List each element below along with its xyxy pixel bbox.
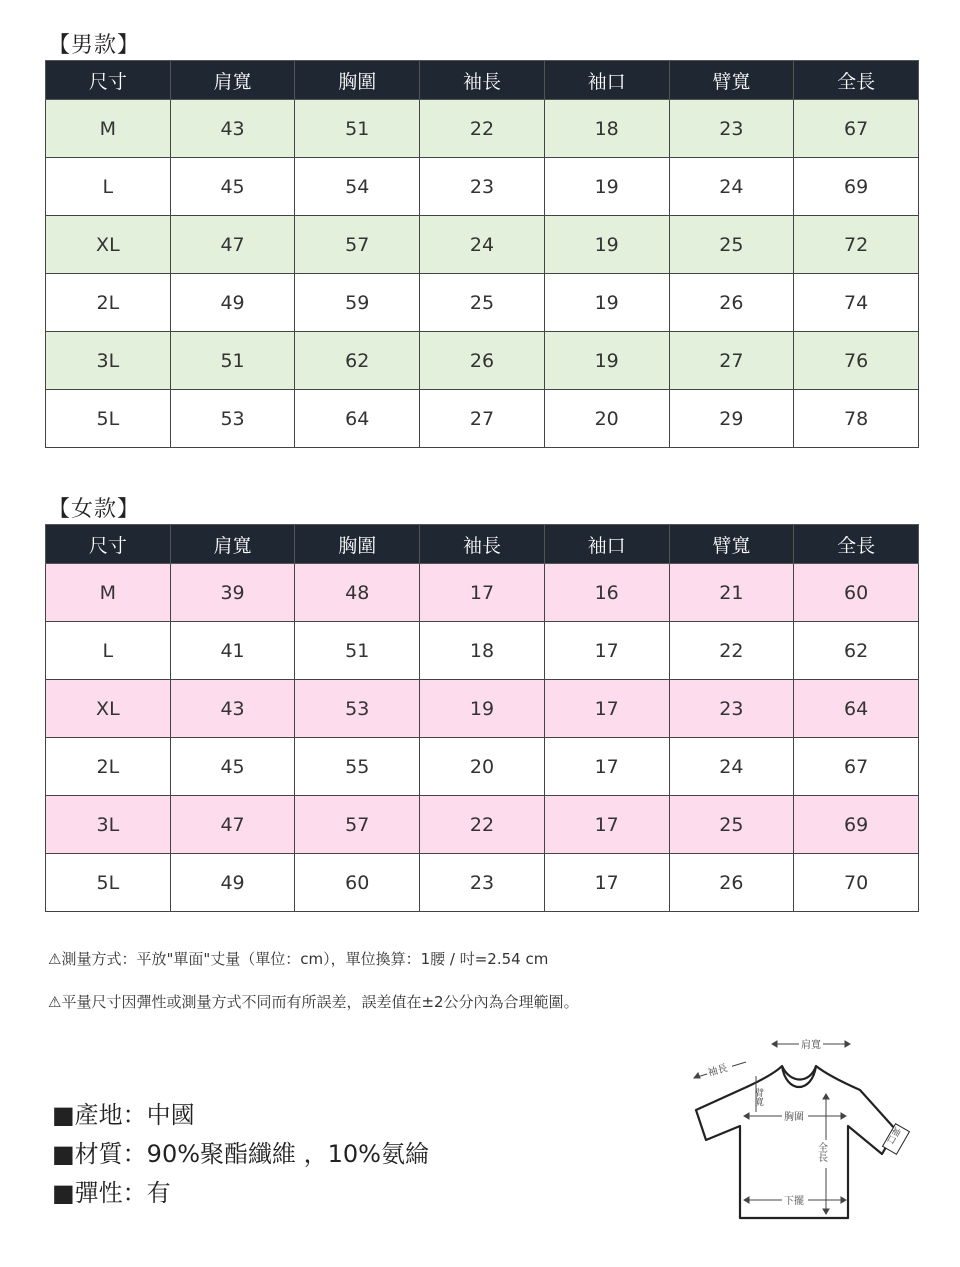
women-header-cell: 臂寬 xyxy=(669,525,794,564)
measurement-cell: 74 xyxy=(794,274,919,332)
measurement-cell: 19 xyxy=(544,274,669,332)
measurement-cell: 49 xyxy=(170,854,295,912)
measurement-cell: 17 xyxy=(544,854,669,912)
table-row xyxy=(46,854,919,912)
size-cell: XL xyxy=(46,216,171,274)
table-row xyxy=(46,738,919,796)
men-section-title: 【男款】 xyxy=(48,33,141,58)
measurement-cell: 43 xyxy=(170,680,295,738)
measurement-cell: 23 xyxy=(669,680,794,738)
measurement-cell: 53 xyxy=(170,390,295,448)
men-header-cell: 袖長 xyxy=(420,61,545,100)
measurement-cell: 17 xyxy=(544,738,669,796)
spec-material: ■材質：90%聚酯纖維 ，10%氨綸 xyxy=(52,1140,429,1168)
measurement-cell: 64 xyxy=(794,680,919,738)
size-cell: 2L xyxy=(46,274,171,332)
spec-elasticity: ■彈性：有 xyxy=(52,1179,171,1207)
measurement-method-note: ⚠測量方式：平放"單面"丈量（單位：cm），單位換算：1腰 / 吋=2.54 cm xyxy=(48,950,549,968)
measurement-cell: 16 xyxy=(544,564,669,622)
size-cell: 5L xyxy=(46,854,171,912)
measurement-cell: 53 xyxy=(295,680,420,738)
measurement-cell: 19 xyxy=(420,680,545,738)
women-size-table xyxy=(45,524,919,912)
measurement-cell: 26 xyxy=(420,332,545,390)
measurement-cell: 26 xyxy=(669,854,794,912)
women-header-cell: 袖長 xyxy=(420,525,545,564)
women-header-cell: 肩寬 xyxy=(170,525,295,564)
label-arm-width: 臂寬 xyxy=(753,1088,763,1106)
measurement-cell: 69 xyxy=(794,158,919,216)
size-cell: XL xyxy=(46,680,171,738)
table-row xyxy=(46,564,919,622)
measurement-cell: 47 xyxy=(170,216,295,274)
spec-origin: ■產地：中國 xyxy=(52,1101,195,1129)
tolerance-note: ⚠平量尺寸因彈性或測量方式不同而有所誤差，誤差值在±2公分內為合理範圍。 xyxy=(48,993,579,1011)
measurement-cell: 62 xyxy=(794,622,919,680)
measurement-cell: 49 xyxy=(170,274,295,332)
table-row xyxy=(46,100,919,158)
measurement-cell: 23 xyxy=(420,158,545,216)
measurement-cell: 27 xyxy=(420,390,545,448)
women-header-cell: 尺寸 xyxy=(46,525,171,564)
size-cell: L xyxy=(46,158,171,216)
measurement-cell: 25 xyxy=(669,216,794,274)
measurement-cell: 27 xyxy=(669,332,794,390)
table-row xyxy=(46,390,919,448)
measurement-cell: 51 xyxy=(295,622,420,680)
size-cell: M xyxy=(46,564,171,622)
measurement-cell: 55 xyxy=(295,738,420,796)
measurement-cell: 59 xyxy=(295,274,420,332)
measurement-cell: 45 xyxy=(170,158,295,216)
measurement-cell: 76 xyxy=(794,332,919,390)
size-cell: 3L xyxy=(46,332,171,390)
size-cell: 3L xyxy=(46,796,171,854)
measurement-cell: 24 xyxy=(669,738,794,796)
measurement-cell: 20 xyxy=(544,390,669,448)
label-chest: 胸圍 xyxy=(784,1112,804,1123)
measurement-cell: 22 xyxy=(669,622,794,680)
measurement-cell: 24 xyxy=(669,158,794,216)
men-header-cell: 全長 xyxy=(794,61,919,100)
measurement-cell: 41 xyxy=(170,622,295,680)
measurement-cell: 17 xyxy=(544,622,669,680)
men-size-table xyxy=(45,60,919,448)
measurement-cell: 67 xyxy=(794,738,919,796)
tshirt-measurement-diagram-icon xyxy=(686,1030,916,1230)
measurement-cell: 18 xyxy=(420,622,545,680)
measurement-cell: 48 xyxy=(295,564,420,622)
table-row xyxy=(46,158,919,216)
label-shoulder: 肩寬 xyxy=(801,1040,821,1051)
table-row xyxy=(46,216,919,274)
measurement-cell: 45 xyxy=(170,738,295,796)
measurement-cell: 23 xyxy=(420,854,545,912)
label-sleeve-length: 袖長 xyxy=(706,1062,729,1079)
men-header-cell: 肩寬 xyxy=(170,61,295,100)
measurement-cell: 39 xyxy=(170,564,295,622)
measurement-cell: 72 xyxy=(794,216,919,274)
product-specs xyxy=(52,1096,429,1213)
women-header-cell: 袖口 xyxy=(544,525,669,564)
men-table-body xyxy=(46,100,919,448)
women-header-cell: 胸圍 xyxy=(295,525,420,564)
measurement-cell: 17 xyxy=(544,680,669,738)
size-cell: M xyxy=(46,100,171,158)
measurement-cell: 54 xyxy=(295,158,420,216)
measurement-cell: 26 xyxy=(669,274,794,332)
table-row xyxy=(46,622,919,680)
men-header-cell: 臂寬 xyxy=(669,61,794,100)
label-cuff: 袖口 xyxy=(883,1124,902,1146)
measurement-cell: 57 xyxy=(295,796,420,854)
label-hem: 下擺 xyxy=(784,1196,804,1207)
measurement-cell: 21 xyxy=(669,564,794,622)
measurement-cell: 57 xyxy=(295,216,420,274)
measurement-cell: 60 xyxy=(295,854,420,912)
men-header-row xyxy=(46,61,919,100)
measurement-cell: 70 xyxy=(794,854,919,912)
measurement-cell: 67 xyxy=(794,100,919,158)
size-cell: 2L xyxy=(46,738,171,796)
women-header-cell: 全長 xyxy=(794,525,919,564)
measurement-cell: 18 xyxy=(544,100,669,158)
measurement-cell: 22 xyxy=(420,100,545,158)
men-header-cell: 袖口 xyxy=(544,61,669,100)
measurement-cell: 64 xyxy=(295,390,420,448)
women-section-title: 【女款】 xyxy=(48,497,141,522)
women-header-row xyxy=(46,525,919,564)
measurement-cell: 23 xyxy=(669,100,794,158)
table-row xyxy=(46,796,919,854)
table-row xyxy=(46,332,919,390)
measurement-cell: 25 xyxy=(420,274,545,332)
measurement-cell: 29 xyxy=(669,390,794,448)
table-row xyxy=(46,274,919,332)
tshirt-collar xyxy=(782,1066,816,1087)
measurement-cell: 19 xyxy=(544,216,669,274)
measurement-cell: 17 xyxy=(420,564,545,622)
measurement-cell: 19 xyxy=(544,332,669,390)
measurement-cell: 24 xyxy=(420,216,545,274)
measurement-cell: 17 xyxy=(544,796,669,854)
table-row xyxy=(46,680,919,738)
measurement-cell: 62 xyxy=(295,332,420,390)
measurement-cell: 25 xyxy=(669,796,794,854)
measurement-cell: 19 xyxy=(544,158,669,216)
measurement-cell: 43 xyxy=(170,100,295,158)
measurement-cell: 47 xyxy=(170,796,295,854)
measurement-cell: 60 xyxy=(794,564,919,622)
label-total-length: 全長 xyxy=(815,1142,827,1162)
measurement-cell: 20 xyxy=(420,738,545,796)
measurement-cell: 22 xyxy=(420,796,545,854)
measurement-cell: 69 xyxy=(794,796,919,854)
measurement-cell: 78 xyxy=(794,390,919,448)
measurement-cell: 51 xyxy=(170,332,295,390)
size-cell: 5L xyxy=(46,390,171,448)
men-header-cell: 尺寸 xyxy=(46,61,171,100)
size-cell: L xyxy=(46,622,171,680)
women-table-body xyxy=(46,564,919,912)
men-header-cell: 胸圍 xyxy=(295,61,420,100)
measurement-cell: 51 xyxy=(295,100,420,158)
